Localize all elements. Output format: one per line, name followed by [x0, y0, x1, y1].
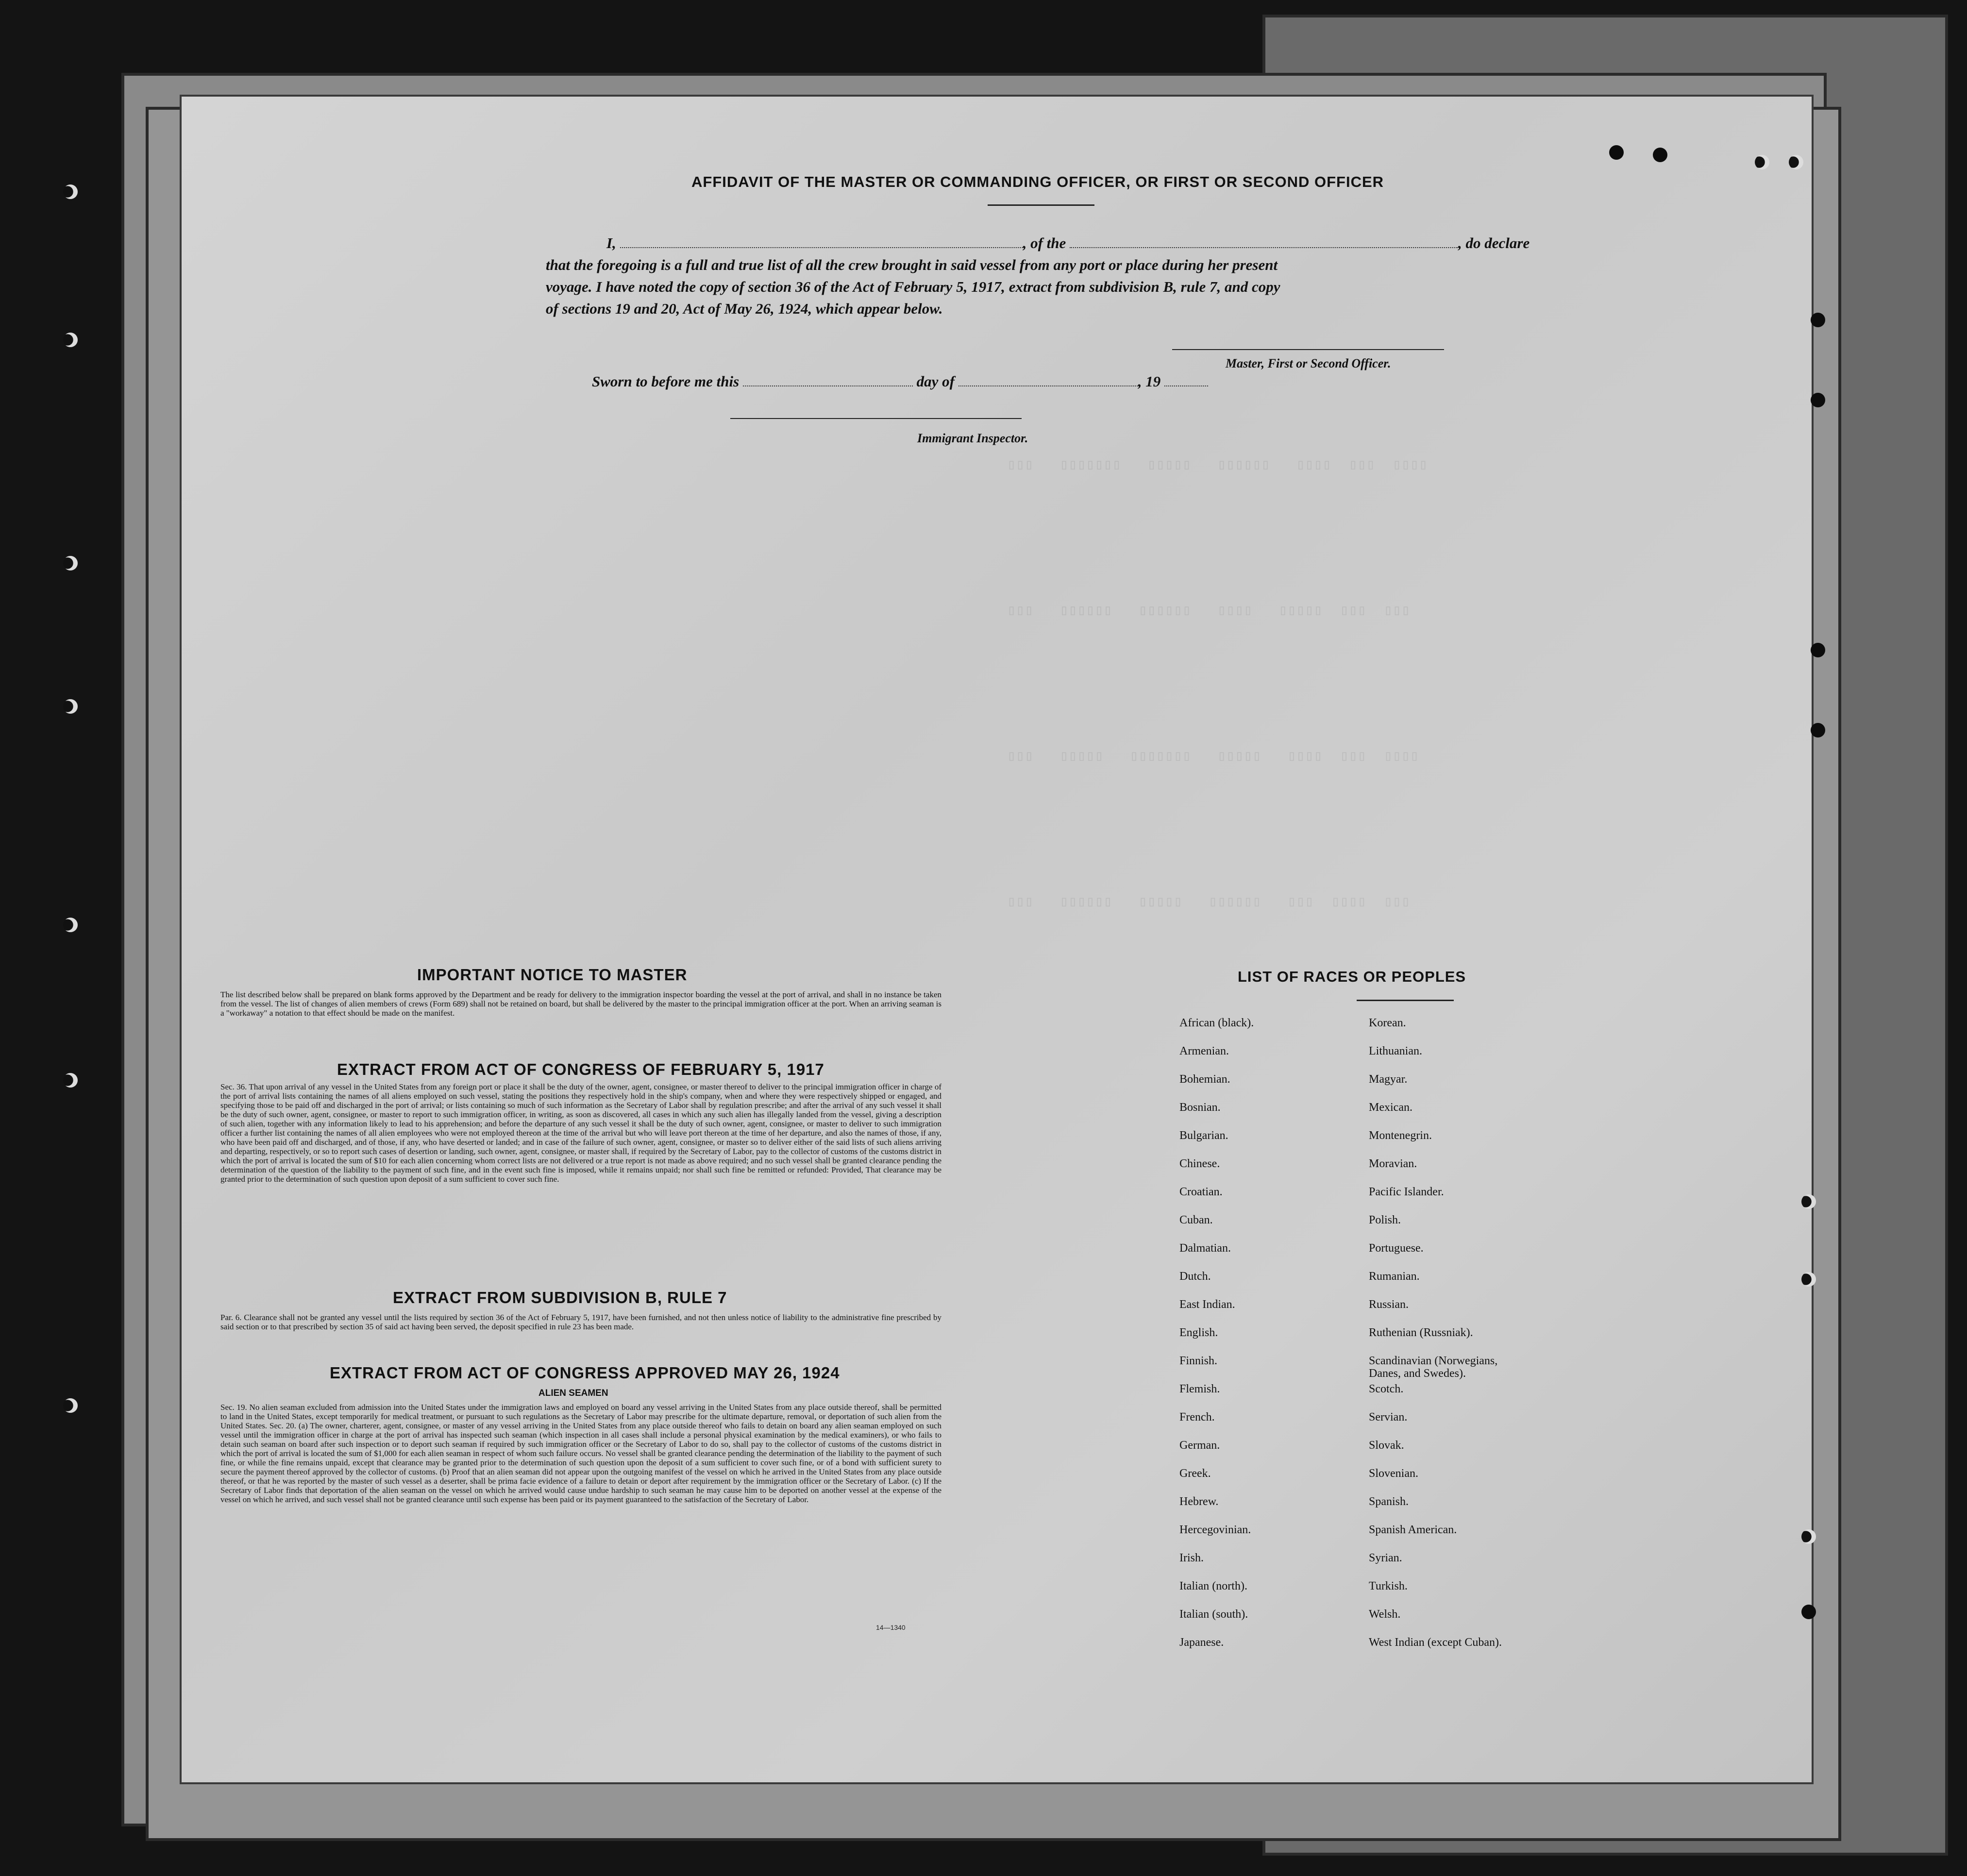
race-item: Japanese.	[1179, 1636, 1224, 1649]
races-rule	[1357, 1000, 1454, 1001]
race-item: Hercegovinian.	[1179, 1524, 1251, 1536]
race-item: Portuguese.	[1369, 1242, 1424, 1255]
race-item: Pacific Islander.	[1369, 1186, 1444, 1198]
race-item: Slovak.	[1369, 1439, 1404, 1452]
race-item: Bulgarian.	[1179, 1129, 1228, 1142]
race-item: African (black).	[1179, 1017, 1254, 1029]
race-item: Bosnian.	[1179, 1101, 1221, 1114]
bleed-through: ▯▯▯ ▯▯▯▯▯▯▯ ▯▯▯▯▯ ▯▯▯▯▯▯ ▯▯▯▯ ▯▯▯ ▯▯▯▯	[1007, 457, 1428, 474]
race-item: Italian (north).	[1179, 1580, 1247, 1592]
race-item: Welsh.	[1369, 1608, 1401, 1621]
punch-hole-icon	[1609, 145, 1624, 160]
sworn-day-blank[interactable]	[743, 373, 913, 386]
punch-hole-icon	[63, 333, 78, 347]
race-item: Croatian.	[1179, 1186, 1223, 1198]
affidavit-line-2: that the foregoing is a full and true list of all the crew brought in said vessel from any port or place during her present	[546, 256, 1278, 273]
i-label: I,	[606, 234, 616, 251]
punch-hole-icon	[1811, 723, 1825, 737]
race-item: Slovenian.	[1369, 1467, 1418, 1480]
race-item: Polish.	[1369, 1214, 1401, 1226]
race-item: Mexican.	[1369, 1101, 1412, 1114]
race-item: Lithuanian.	[1369, 1045, 1422, 1057]
race-item: Russian.	[1369, 1298, 1409, 1311]
document-page	[180, 95, 1814, 1784]
race-item: Scandinavian (Norwegians, Danes, and Swedes).	[1369, 1355, 1498, 1380]
race-item: Turkish.	[1369, 1580, 1408, 1592]
race-item: Rumanian.	[1369, 1270, 1420, 1283]
master-signature-label: Master, First or Second Officer.	[1226, 356, 1391, 370]
race-item: Dutch.	[1179, 1270, 1211, 1283]
punch-hole-icon	[63, 184, 78, 199]
punch-hole-icon	[1811, 393, 1825, 407]
title-rule	[988, 204, 1094, 206]
punch-hole-icon	[1811, 643, 1825, 657]
sworn-line	[592, 371, 1208, 392]
race-item: Finnish.	[1179, 1355, 1218, 1367]
race-item: Moravian.	[1369, 1157, 1417, 1170]
name-blank[interactable]	[620, 234, 1023, 248]
extract-1924-subtitle: ALIEN SEAMEN	[538, 1388, 608, 1398]
punch-hole-icon	[1811, 313, 1825, 327]
punch-hole-icon	[1801, 1529, 1816, 1544]
punch-hole-icon	[63, 699, 78, 714]
affidavit-line-3: voyage. I have noted the copy of section 36 of the Act of February 5, 1917, extract from subdivision B, rule 7, and copy	[546, 278, 1280, 295]
race-item: East Indian.	[1179, 1298, 1235, 1311]
race-item: German.	[1179, 1439, 1220, 1452]
race-item: Hebrew.	[1179, 1495, 1219, 1508]
race-item: Bohemian.	[1179, 1073, 1230, 1086]
race-item: Greek.	[1179, 1467, 1211, 1480]
races-left-column	[1179, 1017, 1254, 1664]
race-item: Magyar.	[1369, 1073, 1408, 1086]
inspector-signature-line[interactable]	[730, 418, 1022, 419]
race-item: Italian (south).	[1179, 1608, 1248, 1621]
race-item: English.	[1179, 1326, 1218, 1339]
vessel-blank[interactable]	[1070, 234, 1458, 248]
punch-hole-icon	[63, 556, 78, 570]
inspector-label: Immigrant Inspector.	[917, 431, 1028, 445]
rule7-text: Par. 6. Clearance shall not be granted any vessel until the lists required by section 36 of the Act of February 5, 1917, have been furnished, and not then unless notice of liability to the administrative fine prescribed by said section or to that prescribed by section 35 of said act having been served, the deposit specified in rule 23 has been made.	[220, 1313, 941, 1331]
day-of-label: day of	[916, 373, 955, 390]
punch-hole-icon	[63, 918, 78, 932]
race-item: Syrian.	[1369, 1552, 1402, 1564]
race-item: Montenegrin.	[1369, 1129, 1432, 1142]
bleed-through: ▯▯▯ ▯▯▯▯▯ ▯▯▯▯▯▯▯ ▯▯▯▯▯ ▯▯▯▯ ▯▯▯ ▯▯▯▯	[1007, 749, 1419, 765]
punch-hole-icon	[63, 1073, 78, 1088]
declare-label: , do declare	[1458, 234, 1530, 251]
master-signature-line[interactable]	[1172, 349, 1444, 350]
race-item: West Indian (except Cuban).	[1369, 1636, 1502, 1649]
year-label: , 19	[1138, 373, 1161, 390]
sworn-month-blank[interactable]	[958, 373, 1138, 386]
bleed-through: ▯▯▯ ▯▯▯▯▯▯ ▯▯▯▯▯▯ ▯▯▯▯ ▯▯▯▯▯ ▯▯▯ ▯▯▯	[1007, 603, 1410, 620]
punch-hole-icon	[1801, 1272, 1816, 1287]
race-item: Ruthenian (Russniak).	[1369, 1326, 1473, 1339]
race-item: Irish.	[1179, 1552, 1204, 1564]
affidavit-title: AFFIDAVIT OF THE MASTER OR COMMANDING OFFICER, OR FIRST OR SECOND OFFICER	[691, 173, 1384, 190]
race-item: Servian.	[1369, 1411, 1408, 1424]
punch-hole-icon	[63, 1398, 78, 1413]
race-item: Korean.	[1369, 1017, 1406, 1029]
sworn-year-blank[interactable]	[1164, 373, 1208, 386]
punch-hole-icon	[1653, 148, 1667, 162]
sworn-label: Sworn to before me this	[592, 373, 740, 390]
race-item: Cuban.	[1179, 1214, 1213, 1226]
race-item: Dalmatian.	[1179, 1242, 1231, 1255]
race-item: Flemish.	[1179, 1383, 1220, 1395]
notice-text: The list described below shall be prepared on blank forms approved by the Department and be ready for delivery to the immigration inspector boarding the vessel at the port of arrival, and shall in no instance be taken from the vessel. The list of changes of alien members of crews (Form 689) shall not be retained on board, but shall be delivered by the master to the principal immigration officer at the port. When an arriving seaman is a "workaway" a notation to that effect should be made on the manifest.	[220, 990, 941, 1018]
of-the-label: , of the	[1023, 234, 1066, 251]
race-item: Spanish.	[1369, 1495, 1409, 1508]
race-item: Armenian.	[1179, 1045, 1229, 1057]
race-item: Chinese.	[1179, 1157, 1220, 1170]
affidavit-line-4: of sections 19 and 20, Act of May 26, 1924, which appear below.	[546, 300, 943, 317]
extract-1917-text: Sec. 36. That upon arrival of any vessel in the United States from any foreign port or place it shall be the duty of the owner, agent, consignee, or master thereof to deliver to the principal immigration officer in charge of the port of arrival lists containing the names of all aliens employed on such vessel, stating the positions they respectively hold in the ship's company, when and where they were respectively shipped or engaged, and specifying those to be paid off and discharged in the port of arrival; or lists containing so much of such information as the Secretary of Labor shall by regulation prescribe; and after the arrival of any such vessel it shall be the duty of such owner, agent, consignee, or master to report to such immigration officer, in writing, as soon as discovered, all cases in which any such alien has illegally landed from the vessel, giving a description of such alien, together with any information likely to lead to his apprehension; and before the departure of any such vessel it shall be the duty of such owner, agent, consignee, or master to deliver to such immigration officer a further list containing the names of all alien employees who were not employed thereon at the time of the arrival but who will leave port thereon at the time of her departure, and also the names of those, if any, who have been paid off and discharged, and of those, if any, who have deserted or landed; and in case of the failure of such owner, agent, consignee, or master so to deliver either of the said lists of such aliens arriving and departing, respectively, or so to report such cases of desertion or landing, such owner, agent, consignee, or master shall, if required by the Secretary of Labor, pay to the collector of customs of the customs district in which the port of arrival is located the sum of $10 for each alien concerning whom correct lists are not delivered or a true report is not made as above required; and no such vessel shall be granted clearance pending the determination of the question of the liability to the payment of such fine, and in the event such fine is imposed, while it remains unpaid; nor shall such fine be remitted or refunded: Provided, That clearance may be granted prior to the determination of such question upon deposit of a sum sufficient to cover such fine.	[220, 1082, 941, 1184]
race-item: Spanish American.	[1369, 1524, 1457, 1536]
punch-hole-icon	[1801, 1194, 1816, 1209]
punch-hole-icon	[1755, 155, 1769, 169]
rule7-title: EXTRACT FROM SUBDIVISION B, RULE 7	[393, 1289, 727, 1306]
extract-1917-title: EXTRACT FROM ACT OF CONGRESS OF FEBRUARY 5, 1917	[337, 1060, 824, 1078]
punch-hole-icon	[1801, 1605, 1816, 1619]
notice-title: IMPORTANT NOTICE TO MASTER	[417, 966, 688, 984]
race-item: French.	[1179, 1411, 1215, 1424]
bleed-through: ▯▯▯ ▯▯▯▯▯▯ ▯▯▯▯▯ ▯▯▯▯▯▯ ▯▯▯ ▯▯▯▯ ▯▯▯	[1007, 894, 1410, 911]
extract-1924-text: Sec. 19. No alien seaman excluded from admission into the United States under the immigration laws and employed on board any vessel arriving in the United States from any place outside thereof, shall be permitted to land in the United States, except temporarily for medical treatment, or pursuant to such regulations as the Secretary of Labor may prescribe for the ultimate departure, removal, or deportation of such alien from the United States. Sec. 20. (a) The owner, charterer, agent, consignee, or master of any vessel arriving in the United States from any place outside thereof who fails to detain on board any alien seaman employed on such vessel until the immigration officer in charge at the port of arrival has inspected such seaman (which inspection in all cases shall include a personal physical examination by the medical examiners), or who fails to detain such seaman on board after such inspection or to deport such seaman if required by such immigration officer or the Secretary of Labor to do so, shall pay to the collector of customs of the customs district in which the port of arrival is located the sum of $1,000 for each alien seaman in respect of whom such failure occurs. No vessel shall be granted clearance pending the determination of the liability to the payment of such fine, or while the fine remains unpaid, except that clearance may be granted prior to the determination of such question upon the deposit of a sum sufficient to cover such fine, or of a bond with sufficient surety to secure the payment thereof approved by the collector of customs. (b) Proof that an alien seaman did not appear upon the outgoing manifest of the vessel on which he arrived in the United States from any place outside thereof, or that he was reported by the master of such vessel as a deserter, shall be prima facie evidence of a failure to detain or deport after requirement by the immigration officer or the Secretary of Labor. (c) If the Secretary of Labor finds that deportation of the alien seaman on the vessel on which he arrived would cause undue hardship to such seaman he may cause him to be deported on another vessel at the expense of the vessel on which he arrived, and such vessel shall not be granted clearance until such expense has been paid or its payment guaranteed to the satisfaction of the Secretary of Labor.	[220, 1403, 941, 1504]
affidavit-line-1	[606, 233, 1530, 254]
form-number: 14—1340	[876, 1624, 906, 1631]
race-item: Scotch.	[1369, 1383, 1404, 1395]
races-title: LIST OF RACES OR PEOPLES	[1238, 968, 1466, 985]
races-right-column	[1369, 1017, 1529, 1664]
extract-1924-title: EXTRACT FROM ACT OF CONGRESS APPROVED MAY 26, 1924	[330, 1364, 840, 1382]
punch-hole-icon	[1789, 155, 1803, 169]
